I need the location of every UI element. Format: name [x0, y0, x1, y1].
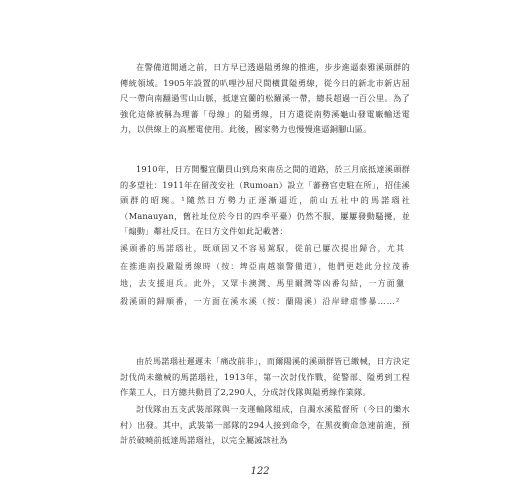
paragraph-2: 1910年，日方開鑿宜蘭員山到烏來南岳之間的道路，於三月底抵達溪頭群的多望社：1911年在留茂安社（Rumoan）設立「蕃務官吏駐在所」，招佳溪頭群的昭琬。¹隨然日方勢力正逐漸逼近，前山五社中的馬諾瑙社（Manauyan，舊社址位於今日的四季平臺）仍然不服，屢屢發動騷擾，並「煽動」鄰社反日。在日方文件如此記載著： [120, 164, 410, 237]
paragraph-3: 由於馬諾瑙社遲遲未「痛改前非」，而爾陽溪的溪頭群皆已繳械，日方決定討伐尚未繳械的馬諾瑙社，1913年，第一次討伐作戰，從警部、隘勇到工程作業工人，日方總共動員了2,290人，分成討伐隊與隘勇線作業隊。 [120, 356, 410, 398]
block-quote: 溪頭番的馬諾瑙社，既頑固又不容易駕馭，從前已屢次提出歸合，尤其在推進南投嚴隘勇線時（按：埤亞南越嶺警備道），他們更趁此分拉茂番地，去支援退兵。此外，又眾卡澳灣、馬里爾灣等凶番勾結，一方面獵殺溪頭的歸順番，一方面在溪水溪（按：蘭陽溪）沿岸肆虐慘暴……² [120, 244, 411, 306]
page-number: 122 [250, 466, 270, 477]
paragraph-1: 在警備道開通之前，日方早已透過隘勇線的推進，步步進逼泰雅溪頭群的傳統領域。1905年設置的叭哩沙屈尺間橫貫隘勇線，從今日的新北市新店屈尺一帶向南翻過雪山山脈，抵達宜蘭的松羅溪一帶，總長超過一百公里。為了強化這條被稱為理蕃「母線」的隘勇線，日方還從南勢溪龜山發電廠輸送電力，以供線上的高壓電使用。此後，國家勢力也慢慢進逼銅腳山區。 [120, 62, 410, 135]
paragraph-4: 討伐隊由五支武裝部隊與一支運輸隊組成，自濁水溪監督所（今日的樂水村）出發。其中，武裝第一部隊的294人接到命令，在黑夜衝命急速前進，預計於破曉前抵達馬諾瑙社，以完全屬滅該社為 [120, 404, 410, 446]
